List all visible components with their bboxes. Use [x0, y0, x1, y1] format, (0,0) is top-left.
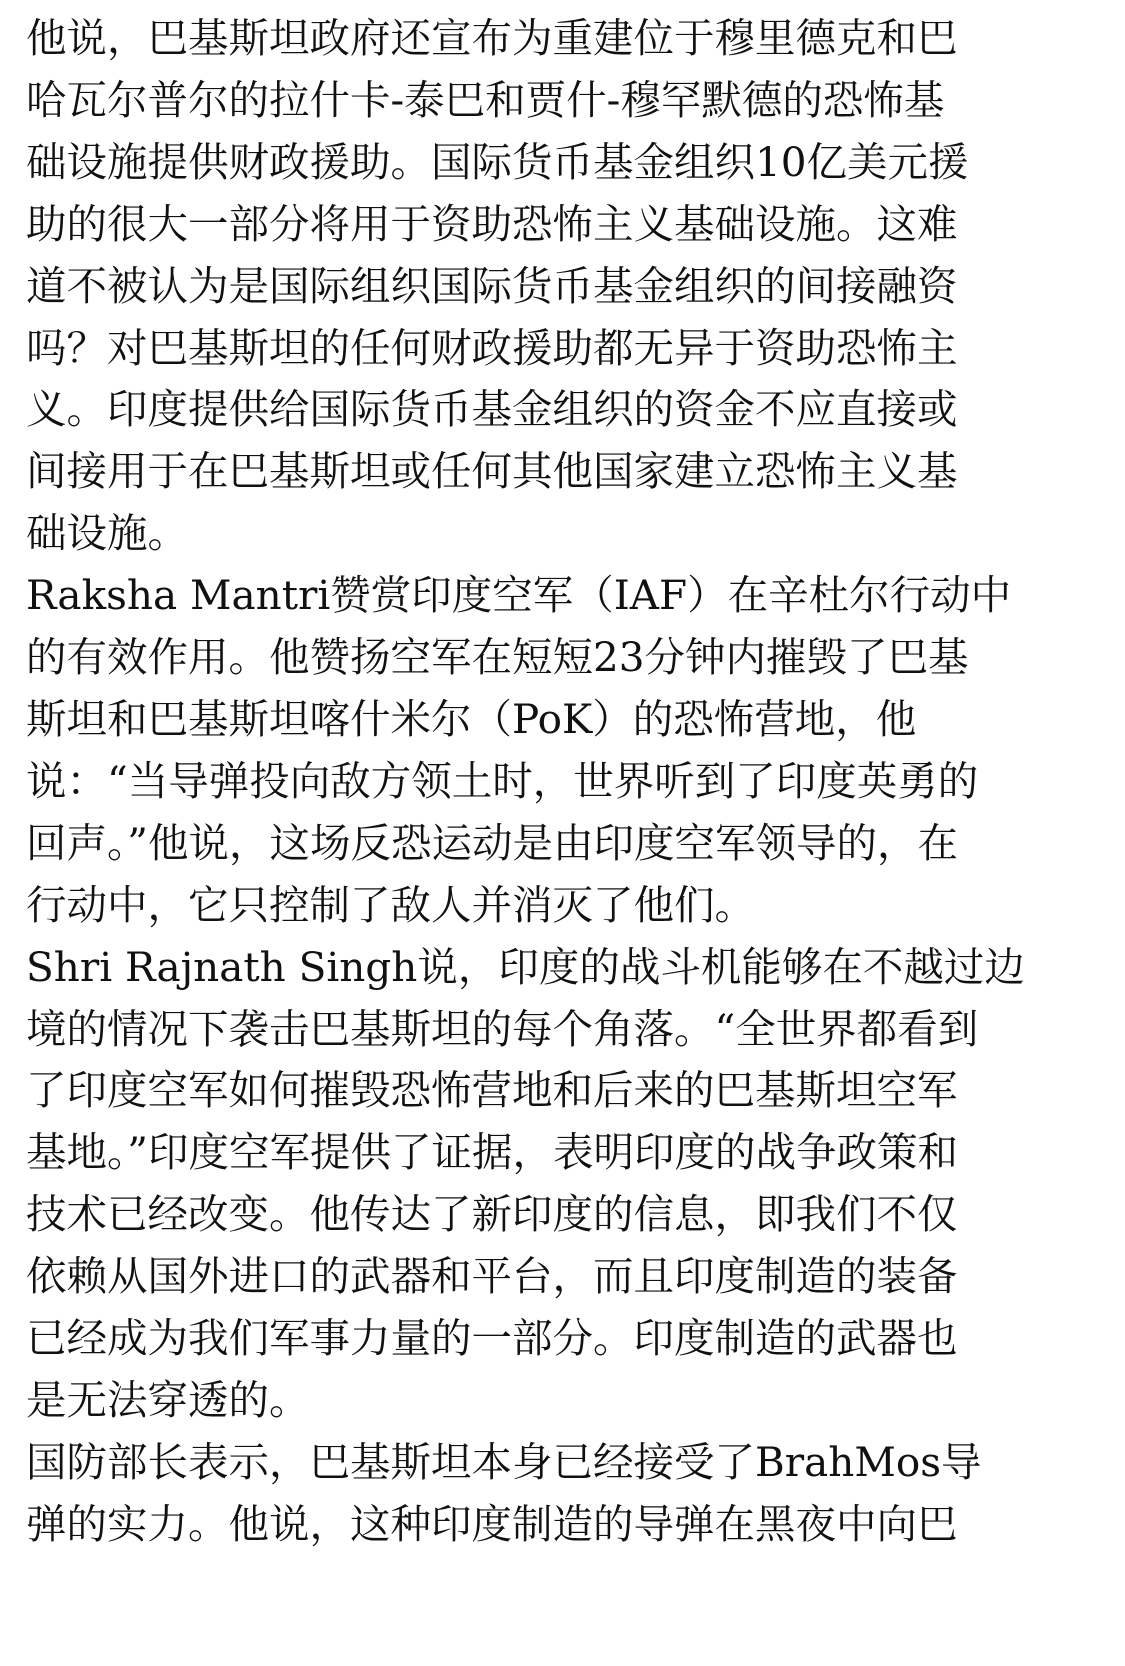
text-line: 助的很大一部分将用于资助恐怖主义基础设施。这难	[26, 199, 958, 248]
text-line: 他说，巴基斯坦政府还宣布为重建位于穆里德克和巴	[26, 14, 958, 62]
text-line: 回声。”他说，这场反恐运动是由印度空军领导的，在	[26, 818, 958, 867]
text-line: 了印度空军如何摧毁恐怖营地和后来的巴基斯坦空军	[26, 1066, 958, 1115]
text-line: 道不被认为是国际组织国际货币基金组织的间接融资	[26, 261, 958, 310]
text-line: 基地。”印度空军提供了证据，表明印度的战争政策和	[26, 1128, 958, 1177]
text-line: Raksha Mantri赞赏印度空军（IAF）在辛杜尔行动中	[26, 571, 1012, 620]
article-body	[26, 8, 1038, 1556]
text-line: 说：“当导弹投向敌方领土时，世界听到了印度英勇的	[26, 756, 979, 805]
text-line: 吗？对巴基斯坦的任何财政援助都无异于资助恐怖主	[26, 323, 958, 372]
text-line: 础设施提供财政援助。国际货币基金组织10亿美元援	[26, 137, 969, 186]
text-line: 斯坦和巴基斯坦喀什米尔（PoK）的恐怖营地，他	[26, 694, 917, 743]
text-line: 国防部长表示，巴基斯坦本身已经接受了BrahMos导	[26, 1437, 982, 1486]
text-line: 依赖从国外进口的武器和平台，而且印度制造的装备	[26, 1252, 958, 1301]
text-line: 境的情况下袭击巴基斯坦的每个角落。“全世界都看到	[26, 1004, 979, 1053]
text-line: 弹的实力。他说，这种印度制造的导弹在黑夜中向巴	[26, 1499, 958, 1548]
text-line: 行动中，它只控制了敌人并消灭了他们。	[26, 880, 755, 929]
text-line: 已经成为我们军事力量的一部分。印度制造的武器也	[26, 1314, 958, 1363]
text-line: 是无法穿透的。	[26, 1375, 310, 1424]
text-line: 间接用于在巴基斯坦或任何其他国家建立恐怖主义基	[26, 447, 958, 496]
text-line: 技术已经改变。他传达了新印度的信息，即我们不仅	[26, 1190, 958, 1239]
text-line: 的有效作用。他赞扬空军在短短23分钟内摧毁了巴基	[26, 633, 969, 682]
paragraph-3	[26, 937, 1038, 1432]
text-line: 义。印度提供给国际货币基金组织的资金不应直接或	[26, 385, 958, 434]
paragraph-4	[26, 1432, 1038, 1556]
text-line: Shri Rajnath Singh说，印度的战斗机能够在不越过边	[26, 942, 1025, 991]
paragraph-1	[26, 8, 1038, 565]
paragraph-2	[26, 565, 1038, 936]
text-line: 础设施。	[26, 509, 188, 558]
text-line: 哈瓦尔普尔的拉什卡-泰巴和贾什-穆罕默德的恐怖基	[26, 75, 945, 124]
